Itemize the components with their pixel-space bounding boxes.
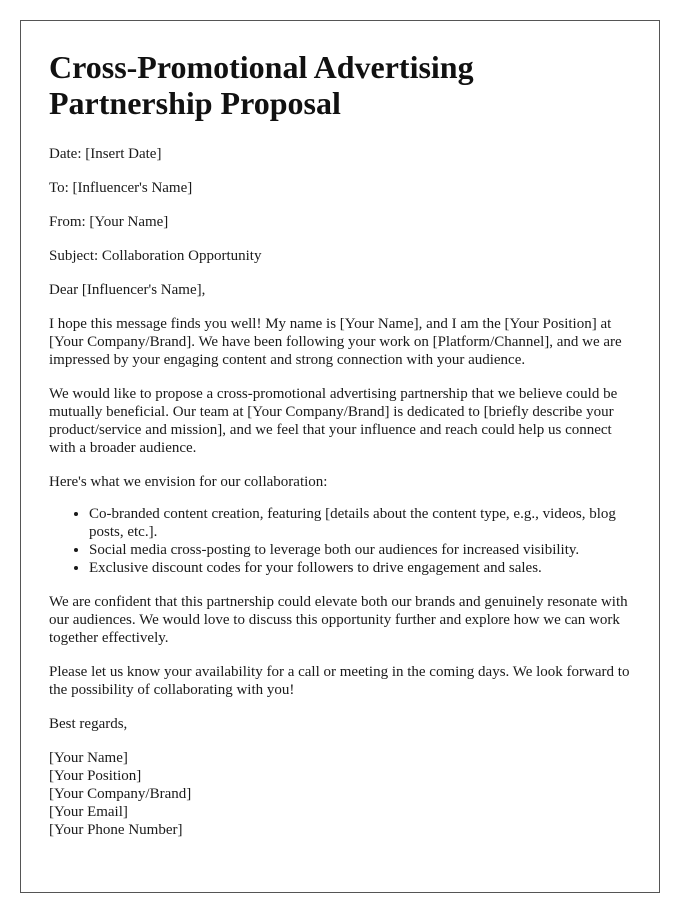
list-item: • Social media cross-posting to leverage both our audiences for increased visibility.	[89, 541, 639, 559]
signature-company: [Your Company/Brand]	[49, 786, 192, 802]
date-line: Date: [Insert Date]	[49, 146, 162, 162]
letter-title	[49, 49, 639, 121]
proposal-paragraph: We would like to propose a cross-promotional advertising partnership that we believe could be mutually beneficial. Our team at [Your Company/Brand] is dedicated to [briefly describe your product/service and mission], and we feel that your influence and reach could help us connect with a broader audience.	[49, 386, 618, 456]
title-line-1: Cross-Promotional Advertising	[49, 49, 474, 85]
availability-paragraph: Please let us know your availability for a call or meeting in the coming days. We look forward to the possibility of collaborating with you!	[49, 664, 630, 698]
list-item: • Co-branded content creation, featuring [details about the content type, e.g., videos, blog posts, etc.].	[89, 505, 639, 541]
list-item: • Exclusive discount codes for your followers to drive engagement and sales.	[89, 559, 639, 577]
list-intro: Here's what we envision for our collaboration:	[49, 474, 328, 490]
signature-block	[49, 749, 639, 839]
letter-content	[49, 49, 639, 839]
collaboration-list	[49, 505, 639, 577]
subject-line: Subject: Collaboration Opportunity	[49, 248, 262, 264]
closing: Best regards,	[49, 716, 128, 732]
signature-phone: [Your Phone Number]	[49, 822, 183, 838]
signature-position: [Your Position]	[49, 768, 142, 784]
to-line: To: [Influencer's Name]	[49, 180, 193, 196]
confidence-paragraph: We are confident that this partnership could elevate both our brands and genuinely resonate with our audiences. We would love to discuss this opportunity further and explore how we can work together effectively.	[49, 594, 628, 646]
signature-name: [Your Name]	[49, 750, 128, 766]
from-line: From: [Your Name]	[49, 214, 169, 230]
salutation: Dear [Influencer's Name],	[49, 282, 206, 298]
intro-paragraph: I hope this message finds you well! My name is [Your Name], and I am the [Your Position] at [Your Company/Brand]. We have been following your work on [Platform/Channel], and we are impressed by your engaging content and strong connection with your audience.	[49, 316, 622, 368]
signature-email: [Your Email]	[49, 804, 128, 820]
title-line-2: Partnership Proposal	[49, 85, 341, 121]
letter-page	[20, 20, 660, 893]
